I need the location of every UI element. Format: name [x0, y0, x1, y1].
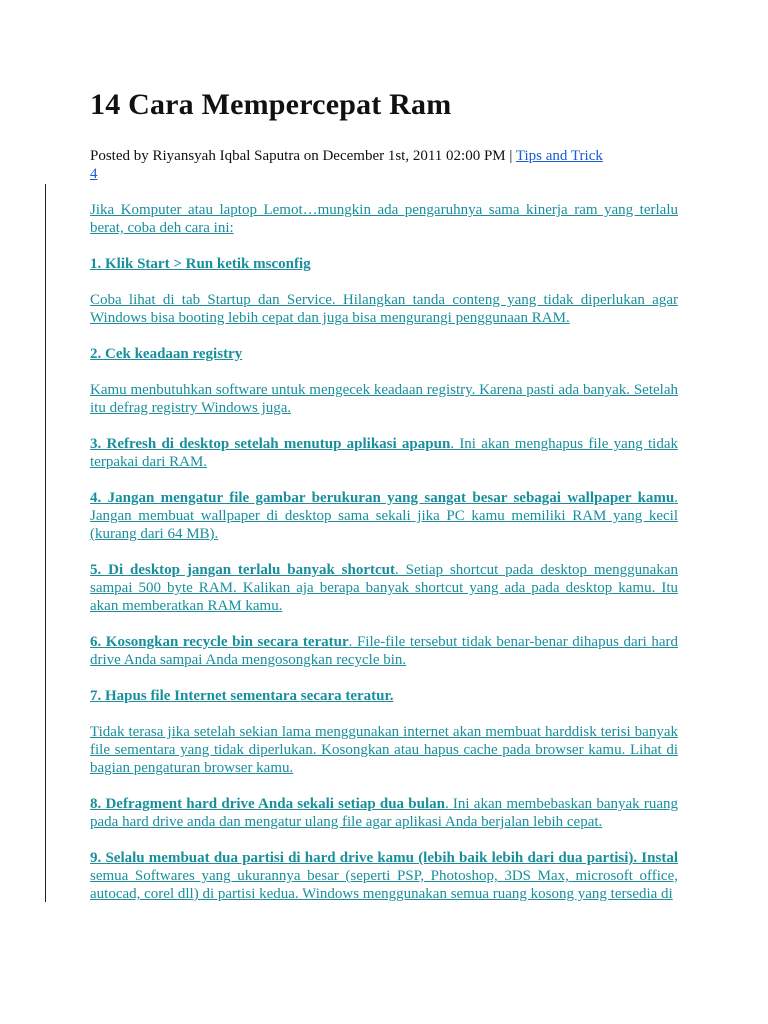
tip-9-text: semua Softwares yang ukurannya besar (seperti PSP, Photoshop, 3DS Max, microsoft office, autocad, corel dll) di partisi kedua. Windows menggunakan semua ruang kosong yang tersedia di: [90, 868, 678, 902]
left-margin-rule: [45, 184, 46, 902]
tip-3-text: . Ini akan menghapus file yang tidak terpakai dari RAM.: [90, 436, 678, 470]
tip-3-heading: . Refresh di desktop setelah menutup aplikasi apapun: [97, 436, 451, 452]
article-body: [90, 201, 678, 921]
tip-2-heading: 2. Cek keadaan registry: [90, 346, 243, 362]
tip-4-text: . Jangan membuat wallpaper di desktop sama sekali jika PC kamu memiliki RAM yang kecil (kurang dari 64 MB).: [90, 490, 678, 542]
tip-7-text: Tidak terasa jika setelah sekian lama menggunakan internet akan membuat harddisk terisi banyak file sementara yang tidak diperlukan. Kosongkan atau hapus cache pada browser kamu. Lihat di bagian pengaturan browser kamu.: [90, 724, 678, 776]
tip-9-paragraph: [90, 849, 678, 903]
tip-5-paragraph: [90, 561, 678, 615]
tip-8-heading: 8. Defragment hard drive Anda sekali setiap dua bulan: [90, 796, 445, 812]
tip-4-heading: 4. Jangan mengatur file gambar berukuran yang sangat besar sebagai wallpaper kamu: [90, 490, 675, 506]
tip-8-text: . Ini akan membebaskan banyak ruang pada hard drive anda dan mengatur ulang file agar aplikasi Anda berjalan lebih cepat.: [90, 796, 679, 830]
tip-4-paragraph: [90, 489, 678, 543]
tip-3-number: 3: [90, 436, 98, 452]
tip-8-paragraph: [90, 795, 678, 831]
tip-9-heading: 9. Selalu membuat dua partisi di hard drive kamu (lebih baik lebih dari dua partisi). Instal: [90, 850, 678, 866]
tip-7-heading: 7. Hapus file Internet sementara secara teratur.: [90, 688, 394, 704]
tip-3-paragraph: [90, 435, 678, 471]
tip-6-paragraph: [90, 633, 678, 669]
tip-1-text: Coba lihat di tab Startup dan Service. Hilangkan tanda conteng yang tidak diperlukan agar Windows bisa booting lebih cepat dan juga bisa mengurangi penggunaan RAM.: [90, 292, 678, 326]
tip-1-heading: 1. Klik Start > Run ketik msconfig: [90, 256, 311, 272]
article-title: 14 Cara Mempercepat Ram: [90, 88, 452, 121]
intro-paragraph: Jika Komputer atau laptop Lemot…mungkin ada pengaruhnya sama kinerja ram yang terlalu berat, coba deh cara ini:: [90, 202, 678, 236]
article-byline: [90, 147, 680, 183]
tip-6-text: . File-file tersebut tidak benar-benar dihapus dari hard drive Anda sampai Anda mengosongkan recycle bin.: [90, 634, 678, 668]
byline-text: Posted by Riyansyah Iqbal Saputra on December 1st, 2011 02:00 PM |: [90, 148, 516, 164]
comment-count-link[interactable]: 4: [90, 166, 98, 182]
tip-5-heading: 5. Di desktop jangan terlalu banyak shortcut: [90, 562, 395, 578]
category-link[interactable]: Tips and Trick: [515, 148, 603, 164]
tip-2-text: Kamu menbutuhkan software untuk mengecek keadaan registry. Karena pasti ada banyak. Setelah itu defrag registry Windows juga.: [90, 382, 678, 416]
tip-5-text: . Setiap shortcut pada desktop menggunakan sampai 500 byte RAM. Kalikan aja berapa banyak shortcut yang ada pada desktop kamu. Itu akan memberatkan RAM kamu.: [90, 562, 678, 614]
tip-6-heading: 6. Kosongkan recycle bin secara teratur: [90, 634, 349, 650]
